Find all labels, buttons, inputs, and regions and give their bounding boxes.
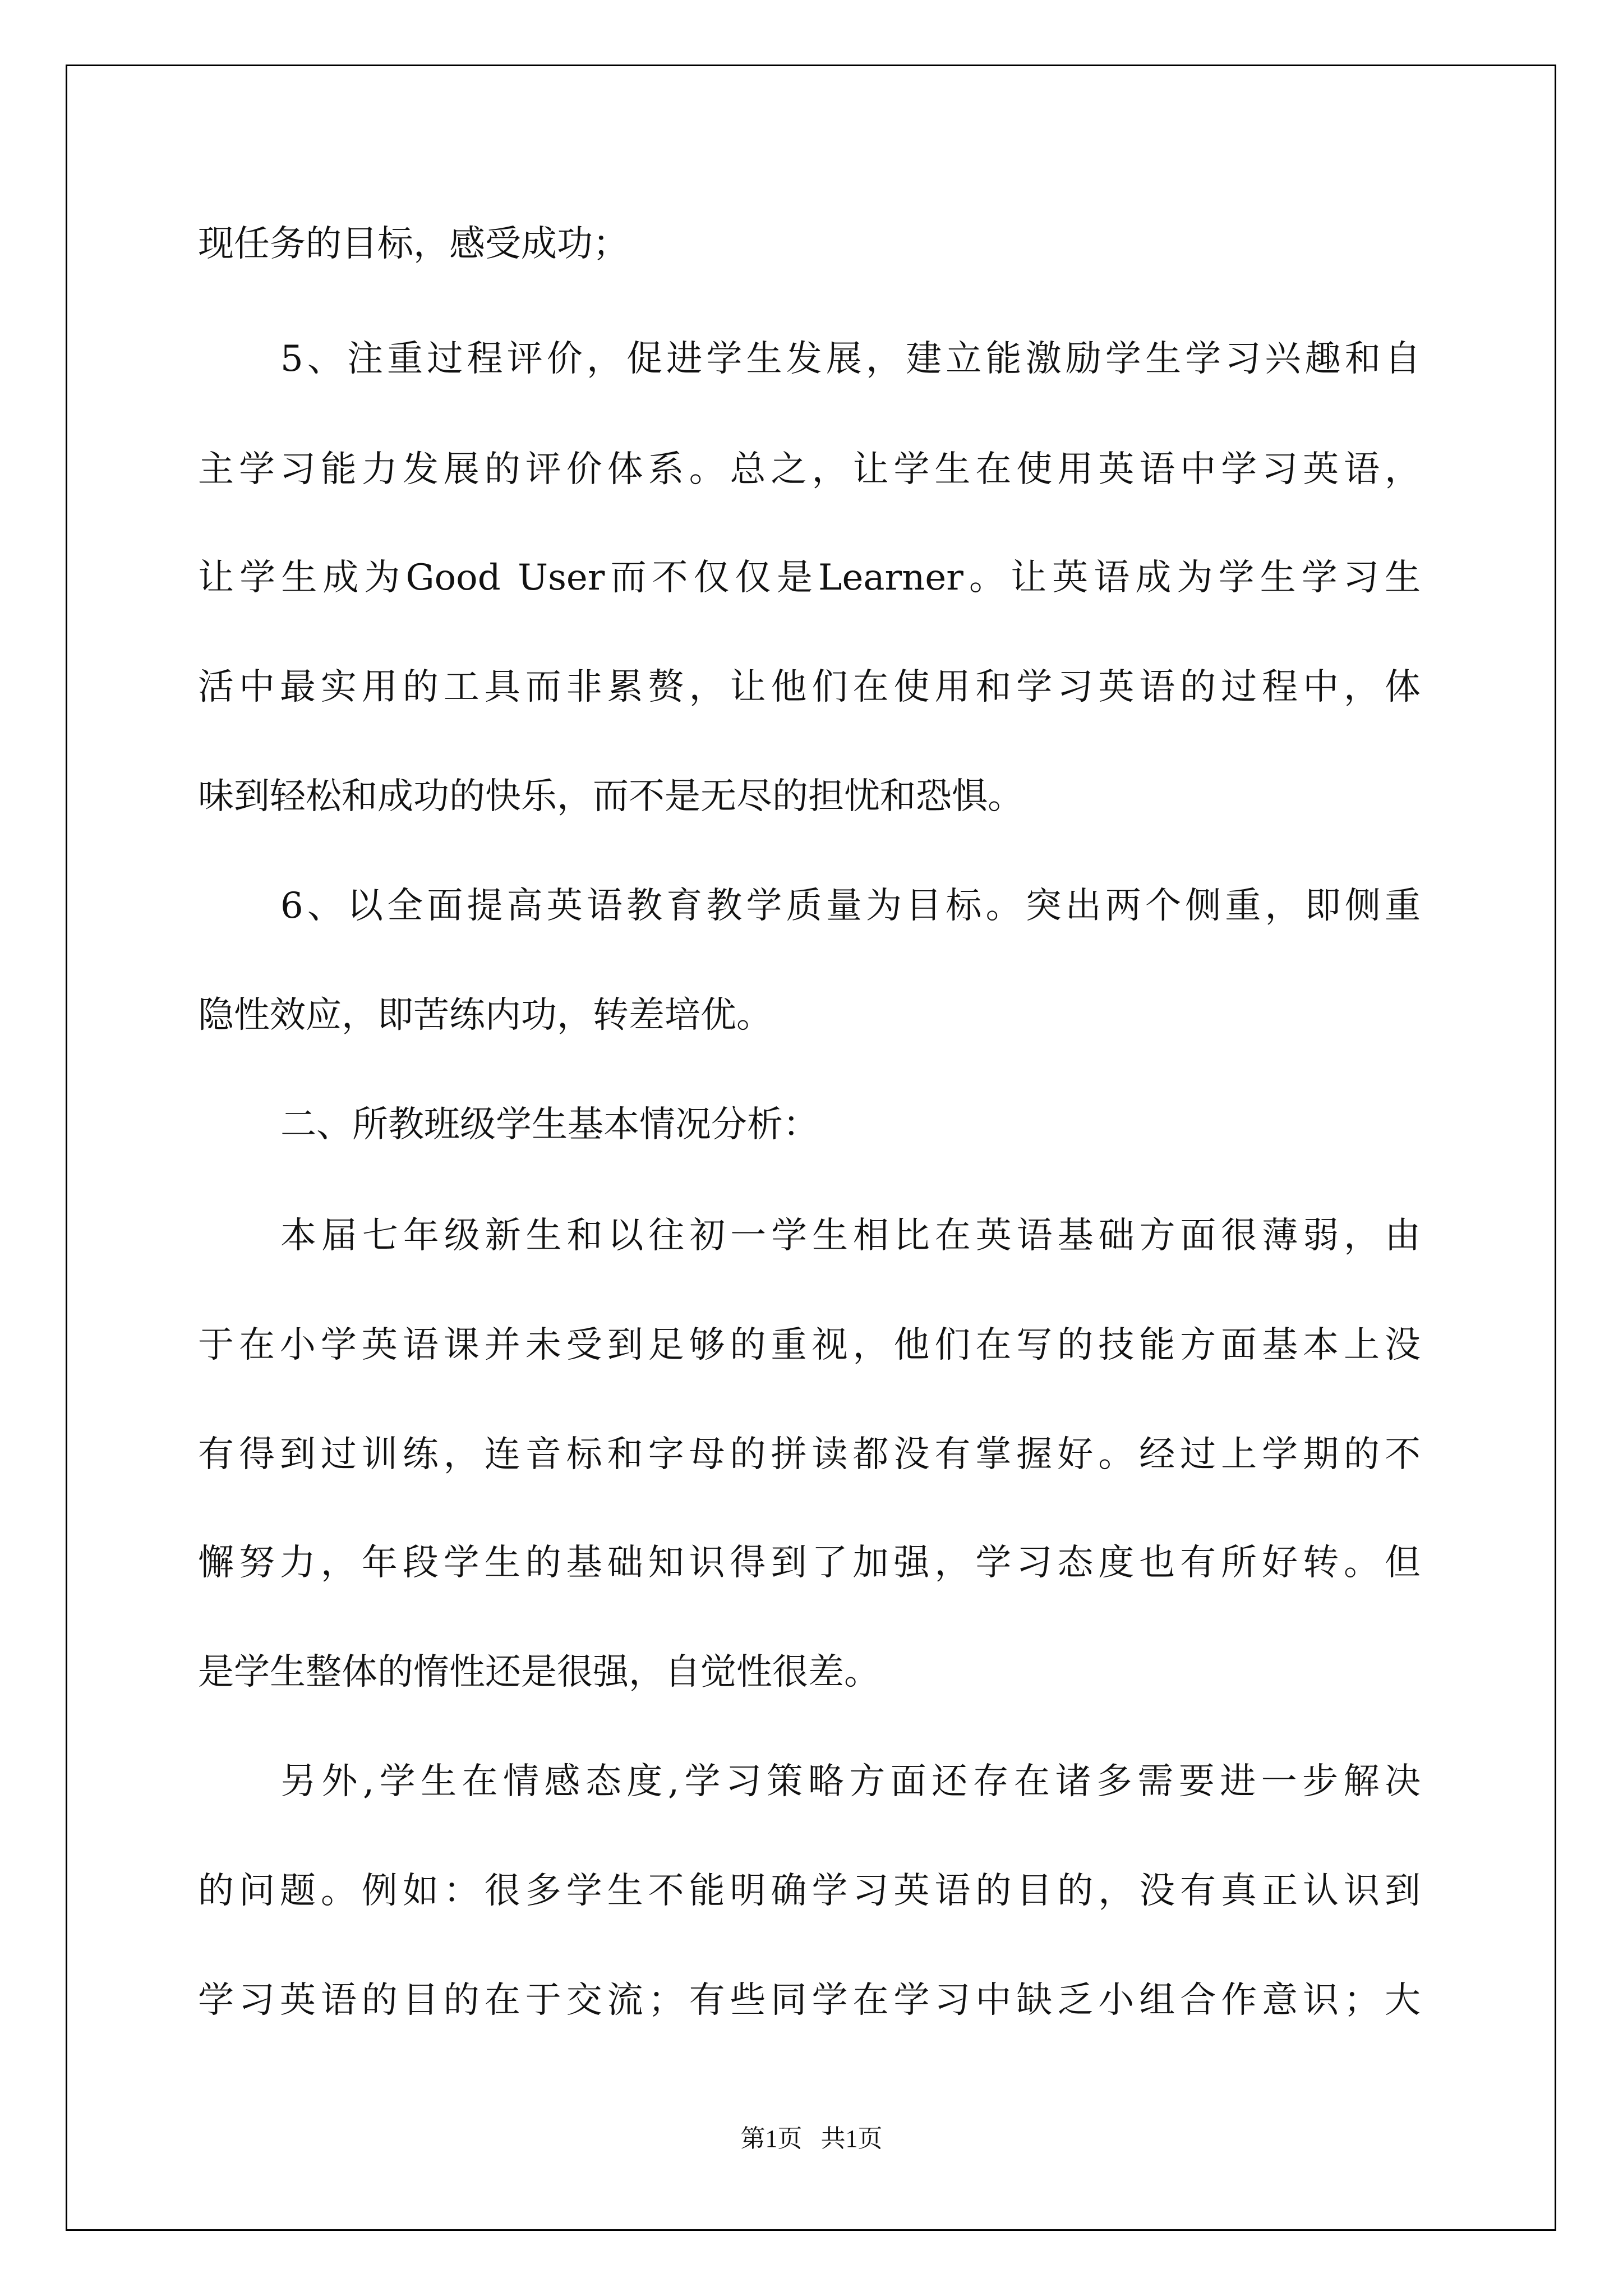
text-line: 懈努力，年段学生的基础知识得到了加强，学习态度也有所好转。但	[198, 1542, 1421, 1584]
text-line: 现任务的目标，感受成功；	[198, 223, 629, 265]
text-line: 是学生整体的惰性还是很强，自觉性很差。	[198, 1651, 880, 1693]
text-line: 有得到过训练，连音标和字母的拼读都没有掌握好。经过上学期的不	[198, 1434, 1421, 1475]
text-line: 于在小学英语课并未受到足够的重视，他们在写的技能方面基本上没	[198, 1324, 1421, 1366]
text-line: 隐性效应，即苦练内功，转差培优。	[198, 995, 772, 1036]
text-line: 学习英语的目的在于交流；有些同学在学习中缺乏小组合作意识；大	[198, 1980, 1421, 2021]
page-footer: 第1页 共1页	[740, 2125, 883, 2152]
text-line: 主学习能力发展的评价体系。总之，让学生在使用英语中学习英语，	[198, 449, 1421, 490]
text-line: 另外,学生在情感态度,学习策略方面还存在诸多需要进一步解决	[280, 1761, 1421, 1802]
text-line: 的问题。例如：很多学生不能明确学习英语的目的，没有真正认识到	[198, 1870, 1421, 1912]
text-line: 5、注重过程评价，促进学生发展，建立能激励学生学习兴趣和自	[280, 338, 1421, 380]
text-line: 味到轻松和成功的快乐，而不是无尽的担忧和恐惧。	[198, 776, 1023, 817]
section-heading: 二、所教班级学生基本情况分析：	[280, 1104, 819, 1145]
text-line: 让学生成为Good User而不仅仅是Learner。让英语成为学生学习生	[198, 557, 1421, 599]
text-line: 本届七年级新生和以往初一学生相比在英语基础方面很薄弱，由	[280, 1215, 1421, 1257]
text-line: 活中最实用的工具而非累赘，让他们在使用和学习英语的过程中，体	[198, 666, 1421, 708]
text-line: 6、以全面提高英语教育教学质量为目标。突出两个侧重，即侧重	[280, 885, 1421, 927]
